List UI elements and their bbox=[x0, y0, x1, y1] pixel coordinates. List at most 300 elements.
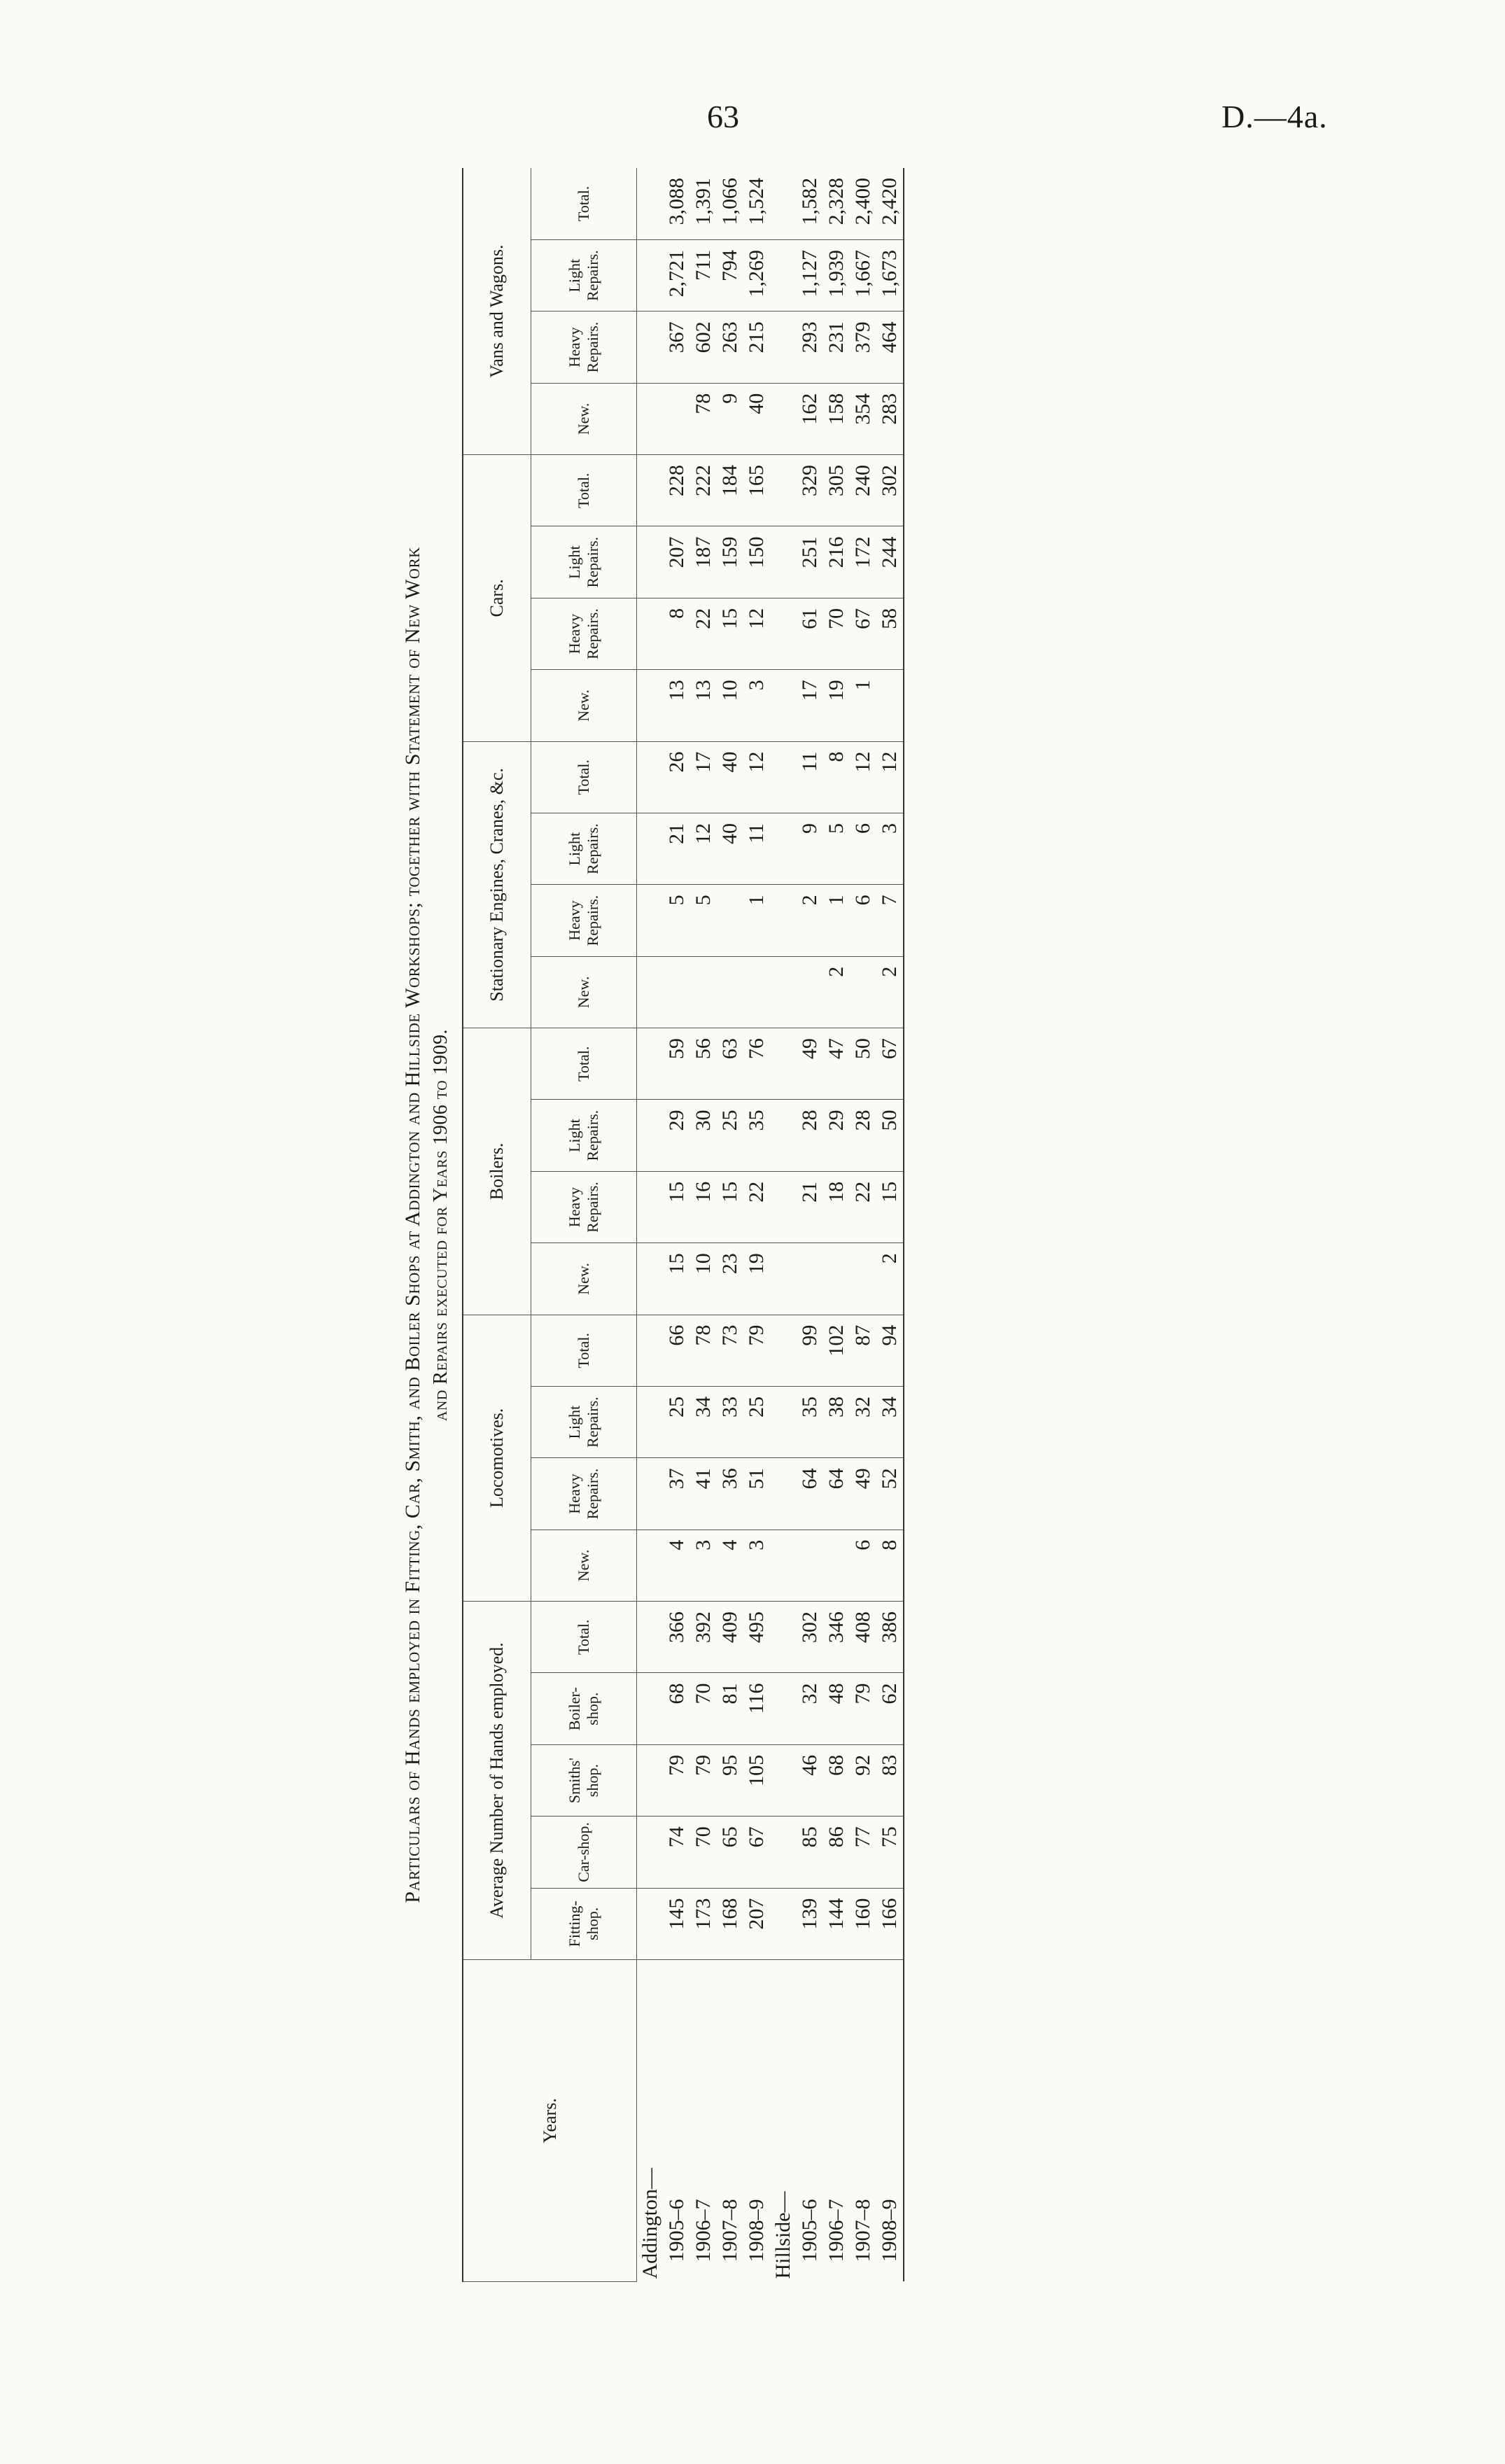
table-row bbox=[717, 168, 743, 2282]
table-cell: 87 bbox=[850, 1315, 876, 1386]
empty-cell bbox=[770, 526, 797, 598]
table-cell: 6 bbox=[850, 885, 876, 956]
subheader-cars-1: Heavy Repairs. bbox=[531, 598, 637, 669]
table-cell: 12 bbox=[743, 598, 770, 669]
table-cell: 64 bbox=[797, 1458, 823, 1530]
table-cell: 244 bbox=[876, 526, 904, 598]
table-cell: 22 bbox=[850, 1171, 876, 1242]
empty-cell bbox=[637, 1673, 664, 1744]
table-cell: 19 bbox=[823, 670, 850, 741]
empty-cell bbox=[770, 741, 797, 813]
table-cell: 7 bbox=[876, 885, 904, 956]
table-cell: 79 bbox=[850, 1673, 876, 1744]
empty-cell bbox=[637, 1888, 664, 1959]
subheader-vans-0: New. bbox=[531, 383, 637, 454]
empty-cell bbox=[770, 1458, 797, 1530]
table-cell: 159 bbox=[717, 526, 743, 598]
empty-cell bbox=[637, 670, 664, 741]
table-cell: 70 bbox=[690, 1816, 717, 1888]
table-cell: 12 bbox=[850, 741, 876, 813]
subheader-hands-1: Car-shop. bbox=[531, 1816, 637, 1888]
table-cell: 2 bbox=[876, 956, 904, 1028]
empty-cell bbox=[637, 1100, 664, 1171]
table-cell: 30 bbox=[690, 1100, 717, 1171]
empty-cell bbox=[637, 240, 664, 312]
table-cell: 3 bbox=[690, 1530, 717, 1601]
table-cell: 79 bbox=[690, 1744, 717, 1816]
table-cell: 66 bbox=[664, 1315, 690, 1386]
table-cell: 354 bbox=[850, 383, 876, 454]
table-cell: 367 bbox=[664, 312, 690, 383]
table-cell bbox=[850, 1243, 876, 1315]
table-cell: 95 bbox=[717, 1744, 743, 1816]
section-reference: D.—4a. bbox=[1222, 99, 1328, 134]
table-cell: 4 bbox=[717, 1530, 743, 1601]
table-cell: 49 bbox=[850, 1458, 876, 1530]
empty-cell bbox=[637, 885, 664, 956]
subheader-vans-1: Heavy Repairs. bbox=[531, 312, 637, 383]
table-cell bbox=[823, 1243, 850, 1315]
table-cell: 231 bbox=[823, 312, 850, 383]
table-cell: 73 bbox=[717, 1315, 743, 1386]
page-number: 63 bbox=[707, 99, 739, 134]
empty-cell bbox=[770, 670, 797, 741]
table-cell: 77 bbox=[850, 1816, 876, 1888]
group-header-cars: Cars. bbox=[463, 455, 531, 742]
table-cell: 81 bbox=[717, 1673, 743, 1744]
table-cell: 8 bbox=[823, 741, 850, 813]
table-cell: 6 bbox=[850, 813, 876, 885]
table-cell: 173 bbox=[690, 1888, 717, 1959]
table-cell: 99 bbox=[797, 1315, 823, 1386]
table-cell: 49 bbox=[797, 1028, 823, 1100]
table-cell: 386 bbox=[876, 1602, 904, 1673]
table-cell: 162 bbox=[797, 383, 823, 454]
empty-cell bbox=[637, 1243, 664, 1315]
subheader-boilers-1: Heavy Repairs. bbox=[531, 1171, 637, 1242]
subheader-hands-0: Fitting-shop. bbox=[531, 1888, 637, 1959]
table-cell bbox=[797, 1243, 823, 1315]
empty-cell bbox=[770, 1100, 797, 1171]
table-cell: 67 bbox=[743, 1816, 770, 1888]
table-cell: 51 bbox=[743, 1458, 770, 1530]
table-cell: 495 bbox=[743, 1602, 770, 1673]
table-cell: 33 bbox=[717, 1387, 743, 1458]
empty-cell bbox=[770, 1387, 797, 1458]
empty-cell bbox=[770, 813, 797, 885]
table-cell: 63 bbox=[717, 1028, 743, 1100]
table-cell: 302 bbox=[797, 1602, 823, 1673]
empty-cell bbox=[770, 1888, 797, 1959]
table-cell: 172 bbox=[850, 526, 876, 598]
table-cell: 293 bbox=[797, 312, 823, 383]
table-cell: 41 bbox=[690, 1458, 717, 1530]
table-cell bbox=[797, 1530, 823, 1601]
table-cell: 283 bbox=[876, 383, 904, 454]
empty-cell bbox=[770, 383, 797, 454]
empty-cell bbox=[770, 1602, 797, 1673]
table-cell: 70 bbox=[823, 598, 850, 669]
table-cell: 15 bbox=[717, 1171, 743, 1242]
subheader-boilers-3: Total. bbox=[531, 1028, 637, 1100]
table-cell: 240 bbox=[850, 455, 876, 526]
table-row bbox=[876, 168, 904, 2282]
table-cell: 78 bbox=[690, 1315, 717, 1386]
table-cell bbox=[717, 956, 743, 1028]
table-cell: 2,400 bbox=[850, 168, 876, 240]
subheader-stationary-3: Total. bbox=[531, 741, 637, 813]
empty-cell bbox=[770, 598, 797, 669]
table-cell: 5 bbox=[664, 885, 690, 956]
table-cell: 711 bbox=[690, 240, 717, 312]
row-year bbox=[690, 1960, 717, 2282]
table-cell: 74 bbox=[664, 1816, 690, 1888]
table-cell: 19 bbox=[743, 1243, 770, 1315]
table-cell: 21 bbox=[797, 1171, 823, 1242]
section-name: Hillside— bbox=[771, 2191, 794, 2279]
table-cell bbox=[850, 956, 876, 1028]
table-cell: 116 bbox=[743, 1673, 770, 1744]
table-cell: 12 bbox=[876, 741, 904, 813]
empty-cell bbox=[770, 1530, 797, 1601]
table-caption bbox=[399, 168, 455, 2282]
table-cell: 102 bbox=[823, 1315, 850, 1386]
table-cell: 67 bbox=[876, 1028, 904, 1100]
table-cell bbox=[717, 885, 743, 956]
subheader-stationary-1: Heavy Repairs. bbox=[531, 885, 637, 956]
subheader-hands-3: Boiler-shop. bbox=[531, 1673, 637, 1744]
table-cell: 329 bbox=[797, 455, 823, 526]
table-cell: 15 bbox=[664, 1243, 690, 1315]
table-cell: 216 bbox=[823, 526, 850, 598]
empty-cell bbox=[637, 526, 664, 598]
table-cell: 17 bbox=[690, 741, 717, 813]
table-cell: 2,328 bbox=[823, 168, 850, 240]
table-cell: 10 bbox=[717, 670, 743, 741]
table-cell: 1 bbox=[850, 670, 876, 741]
table-cell: 62 bbox=[876, 1673, 904, 1744]
subheader-locomotives-3: Total. bbox=[531, 1315, 637, 1386]
table-cell: 22 bbox=[690, 598, 717, 669]
table-cell: 2,420 bbox=[876, 168, 904, 240]
table-cell: 85 bbox=[797, 1816, 823, 1888]
table-cell: 5 bbox=[823, 813, 850, 885]
table-cell: 1,667 bbox=[850, 240, 876, 312]
table-cell: 9 bbox=[797, 813, 823, 885]
table-cell: 46 bbox=[797, 1744, 823, 1816]
table-cell: 1,066 bbox=[717, 168, 743, 240]
table-cell: 105 bbox=[743, 1744, 770, 1816]
empty-cell bbox=[637, 1816, 664, 1888]
table-cell: 2 bbox=[876, 1243, 904, 1315]
table-cell: 58 bbox=[876, 598, 904, 669]
empty-cell bbox=[637, 383, 664, 454]
table-cell: 50 bbox=[850, 1028, 876, 1100]
subheader-locomotives-1: Heavy Repairs. bbox=[531, 1458, 637, 1530]
table-cell: 40 bbox=[717, 813, 743, 885]
years-header: Years. bbox=[463, 1960, 637, 2282]
table-cell: 29 bbox=[664, 1100, 690, 1171]
table-cell: 68 bbox=[823, 1744, 850, 1816]
table-cell: 38 bbox=[823, 1387, 850, 1458]
subheader-boilers-2: Light Repairs. bbox=[531, 1100, 637, 1171]
table-cell bbox=[823, 1530, 850, 1601]
table-cell: 48 bbox=[823, 1673, 850, 1744]
table-cell: 34 bbox=[690, 1387, 717, 1458]
table-cell: 15 bbox=[876, 1171, 904, 1242]
row-year-text: 1905–6 bbox=[665, 2199, 688, 2262]
table-cell: 139 bbox=[797, 1888, 823, 1959]
table-cell: 65 bbox=[717, 1816, 743, 1888]
table-cell: 2 bbox=[823, 956, 850, 1028]
row-year bbox=[850, 1960, 876, 2282]
table-cell: 79 bbox=[664, 1744, 690, 1816]
table-cell: 3 bbox=[876, 813, 904, 885]
table-cell: 34 bbox=[876, 1387, 904, 1458]
table-cell: 602 bbox=[690, 312, 717, 383]
row-year bbox=[717, 1960, 743, 2282]
empty-cell bbox=[637, 1744, 664, 1816]
subheader-vans-2: Light Repairs. bbox=[531, 240, 637, 312]
empty-cell bbox=[637, 813, 664, 885]
table-cell bbox=[743, 956, 770, 1028]
table-cell: 8 bbox=[664, 598, 690, 669]
empty-cell bbox=[637, 168, 664, 240]
table-cell: 160 bbox=[850, 1888, 876, 1959]
empty-cell bbox=[637, 455, 664, 526]
table-cell: 15 bbox=[717, 598, 743, 669]
table-cell: 184 bbox=[717, 455, 743, 526]
empty-cell bbox=[770, 956, 797, 1028]
group-header-locomotives: Locomotives. bbox=[463, 1315, 531, 1602]
table-cell: 3 bbox=[743, 670, 770, 741]
table-cell: 5 bbox=[690, 885, 717, 956]
table-cell: 83 bbox=[876, 1744, 904, 1816]
table-cell: 40 bbox=[717, 741, 743, 813]
subheader-boilers-0: New. bbox=[531, 1243, 637, 1315]
table-cell: 409 bbox=[717, 1602, 743, 1673]
empty-cell bbox=[637, 1315, 664, 1386]
table-cell: 25 bbox=[717, 1100, 743, 1171]
table-cell: 61 bbox=[797, 598, 823, 669]
empty-cell bbox=[770, 312, 797, 383]
table-body bbox=[637, 168, 904, 2282]
row-year bbox=[823, 1960, 850, 2282]
table-cell: 28 bbox=[850, 1100, 876, 1171]
table-cell: 35 bbox=[797, 1387, 823, 1458]
table-cell: 64 bbox=[823, 1458, 850, 1530]
table-cell: 215 bbox=[743, 312, 770, 383]
row-year-text: 1905–6 bbox=[798, 2199, 821, 2262]
table-cell: 2,721 bbox=[664, 240, 690, 312]
empty-cell bbox=[770, 885, 797, 956]
table-cell: 1,391 bbox=[690, 168, 717, 240]
table-row bbox=[690, 168, 717, 2282]
table-cell bbox=[876, 670, 904, 741]
group-header-boilers: Boilers. bbox=[463, 1028, 531, 1315]
table-cell: 1,269 bbox=[743, 240, 770, 312]
table-cell: 13 bbox=[664, 670, 690, 741]
table-cell: 25 bbox=[743, 1387, 770, 1458]
row-year bbox=[664, 1960, 690, 2282]
table-cell: 158 bbox=[823, 383, 850, 454]
table-row bbox=[797, 168, 823, 2282]
row-year bbox=[797, 1960, 823, 2282]
table-cell bbox=[664, 956, 690, 1028]
empty-cell bbox=[637, 598, 664, 669]
table-cell: 67 bbox=[850, 598, 876, 669]
group-header-hands: Average Number of Hands employed. bbox=[463, 1602, 531, 1960]
section-name: Addington— bbox=[638, 2168, 662, 2279]
empty-cell bbox=[770, 240, 797, 312]
table-cell: 92 bbox=[850, 1744, 876, 1816]
empty-cell bbox=[770, 168, 797, 240]
table-cell: 47 bbox=[823, 1028, 850, 1100]
table-cell: 40 bbox=[743, 383, 770, 454]
table-cell: 9 bbox=[717, 383, 743, 454]
table-cell: 68 bbox=[664, 1673, 690, 1744]
table-cell: 86 bbox=[823, 1816, 850, 1888]
section-row bbox=[770, 168, 797, 2282]
group-header-stationary-engines: Stationary Engines, Cranes, &c. bbox=[463, 741, 531, 1028]
table-cell: 263 bbox=[717, 312, 743, 383]
empty-cell bbox=[637, 1458, 664, 1530]
empty-cell bbox=[637, 1387, 664, 1458]
table-cell: 3,088 bbox=[664, 168, 690, 240]
subheader-hands-4: Total. bbox=[531, 1602, 637, 1673]
table-cell: 26 bbox=[664, 741, 690, 813]
table-cell: 16 bbox=[690, 1171, 717, 1242]
table-cell: 302 bbox=[876, 455, 904, 526]
table-row bbox=[664, 168, 690, 2282]
table-cell: 251 bbox=[797, 526, 823, 598]
table-cell: 28 bbox=[797, 1100, 823, 1171]
table-cell: 1,524 bbox=[743, 168, 770, 240]
subheader-stationary-2: Light Repairs. bbox=[531, 813, 637, 885]
table-cell: 35 bbox=[743, 1100, 770, 1171]
table-cell: 222 bbox=[690, 455, 717, 526]
empty-cell bbox=[770, 1243, 797, 1315]
table-cell: 50 bbox=[876, 1100, 904, 1171]
row-year-text: 1906–7 bbox=[825, 2199, 848, 2262]
subheader-locomotives-0: New. bbox=[531, 1530, 637, 1601]
table-cell: 37 bbox=[664, 1458, 690, 1530]
table-cell: 76 bbox=[743, 1028, 770, 1100]
table-cell: 3 bbox=[743, 1530, 770, 1601]
subheader-cars-3: Total. bbox=[531, 455, 637, 526]
table-cell: 379 bbox=[850, 312, 876, 383]
rotated-table-block bbox=[399, 168, 1015, 2282]
table-cell: 168 bbox=[717, 1888, 743, 1959]
empty-cell bbox=[770, 1028, 797, 1100]
empty-cell bbox=[637, 1530, 664, 1601]
table-row bbox=[823, 168, 850, 2282]
statistics-table bbox=[462, 168, 904, 2282]
row-year-text: 1908–9 bbox=[878, 2199, 901, 2262]
table-cell: 794 bbox=[717, 240, 743, 312]
table-cell: 228 bbox=[664, 455, 690, 526]
empty-cell bbox=[637, 741, 664, 813]
table-cell: 1 bbox=[823, 885, 850, 956]
caption-line-2: and Repairs executed for Years 1906 to 1909. bbox=[430, 1028, 451, 1422]
empty-cell bbox=[770, 1673, 797, 1744]
table-cell: 78 bbox=[690, 383, 717, 454]
table-cell: 187 bbox=[690, 526, 717, 598]
table-cell: 11 bbox=[743, 813, 770, 885]
empty-cell bbox=[637, 1171, 664, 1242]
table-cell: 15 bbox=[664, 1171, 690, 1242]
table-cell: 21 bbox=[664, 813, 690, 885]
subheader-stationary-0: New. bbox=[531, 956, 637, 1028]
empty-cell bbox=[770, 1744, 797, 1816]
empty-cell bbox=[770, 1171, 797, 1242]
row-year bbox=[743, 1960, 770, 2282]
table-cell: 464 bbox=[876, 312, 904, 383]
table-cell: 25 bbox=[664, 1387, 690, 1458]
table-cell: 12 bbox=[690, 813, 717, 885]
table-cell: 12 bbox=[743, 741, 770, 813]
table-row bbox=[850, 168, 876, 2282]
row-year-text: 1906–7 bbox=[692, 2199, 715, 2262]
table-cell: 70 bbox=[690, 1673, 717, 1744]
table-cell bbox=[797, 956, 823, 1028]
row-year bbox=[876, 1960, 904, 2282]
empty-cell bbox=[637, 1602, 664, 1673]
row-year-text: 1907–8 bbox=[718, 2199, 741, 2262]
table-cell: 32 bbox=[850, 1387, 876, 1458]
table-cell: 52 bbox=[876, 1458, 904, 1530]
table-cell: 1 bbox=[743, 885, 770, 956]
subheader-locomotives-2: Light Repairs. bbox=[531, 1387, 637, 1458]
subheader-vans-3: Total. bbox=[531, 168, 637, 240]
table-cell: 346 bbox=[823, 1602, 850, 1673]
table-cell: 13 bbox=[690, 670, 717, 741]
table-cell: 207 bbox=[664, 526, 690, 598]
row-year-text: 1907–8 bbox=[851, 2199, 874, 2262]
table-cell: 145 bbox=[664, 1888, 690, 1959]
table-cell: 56 bbox=[690, 1028, 717, 1100]
group-header-vans-wagons: Vans and Wagons. bbox=[463, 168, 531, 455]
table-cell: 1,939 bbox=[823, 240, 850, 312]
table-cell bbox=[664, 383, 690, 454]
table-cell: 144 bbox=[823, 1888, 850, 1959]
table-cell: 207 bbox=[743, 1888, 770, 1959]
table-cell: 305 bbox=[823, 455, 850, 526]
subheader-cars-2: Light Repairs. bbox=[531, 526, 637, 598]
empty-cell bbox=[637, 312, 664, 383]
section-row bbox=[637, 168, 664, 2282]
table-cell: 1,127 bbox=[797, 240, 823, 312]
empty-cell bbox=[770, 1816, 797, 1888]
empty-cell bbox=[637, 956, 664, 1028]
table-cell: 1,673 bbox=[876, 240, 904, 312]
row-year-text: 1908–9 bbox=[745, 2199, 768, 2262]
table-cell: 6 bbox=[850, 1530, 876, 1601]
table-cell: 22 bbox=[743, 1171, 770, 1242]
table-cell: 408 bbox=[850, 1602, 876, 1673]
table-cell: 10 bbox=[690, 1243, 717, 1315]
table-cell: 36 bbox=[717, 1458, 743, 1530]
table-cell: 1,582 bbox=[797, 168, 823, 240]
table-cell: 23 bbox=[717, 1243, 743, 1315]
table-cell: 17 bbox=[797, 670, 823, 741]
table-cell: 2 bbox=[797, 885, 823, 956]
table-cell: 392 bbox=[690, 1602, 717, 1673]
table-cell: 18 bbox=[823, 1171, 850, 1242]
table-cell: 32 bbox=[797, 1673, 823, 1744]
table-cell: 366 bbox=[664, 1602, 690, 1673]
empty-cell bbox=[770, 455, 797, 526]
